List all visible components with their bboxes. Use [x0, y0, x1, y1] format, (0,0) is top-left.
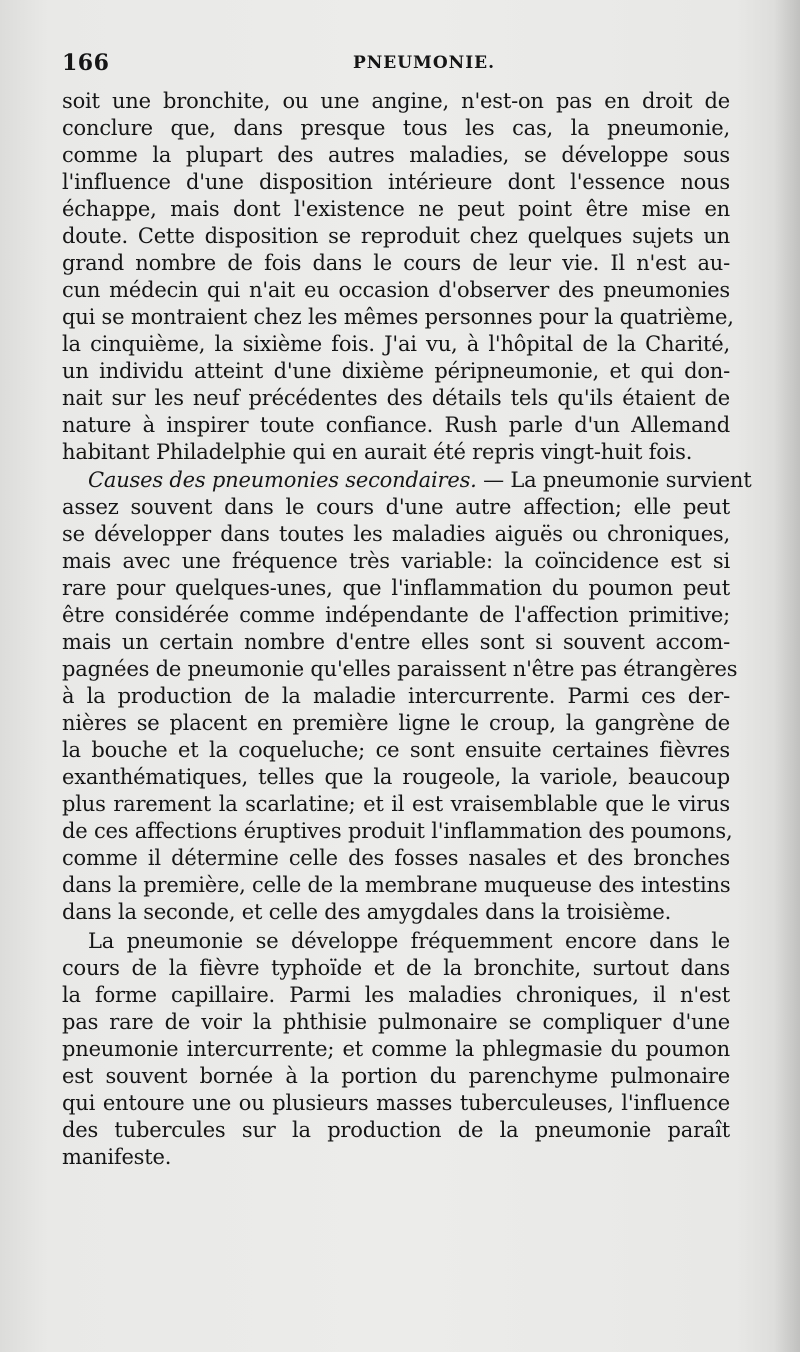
text-line: la cinquième, la sixième fois. J'ai vu, à l'hôpital de la Charité,	[62, 332, 730, 356]
text-line: rare pour quelques-unes, que l'inflammation du poumon peut	[62, 576, 730, 600]
text-line: la bouche et la coqueluche; ce sont ensuite certaines fièvres	[62, 738, 730, 762]
body-text	[62, 86, 752, 1171]
text-line: habitant Philadelphie qui en aurait été repris vingt-huit fois.	[62, 440, 693, 464]
text-line: grand nombre de fois dans le cours de leur vie. Il n'est au-	[62, 251, 730, 275]
text-line: doute. Cette disposition se reproduit chez quelques sujets un	[62, 224, 730, 248]
text-line: dans la seconde, et celle des amygdales dans la troisième.	[62, 900, 672, 924]
text-line: se développer dans toutes les maladies aiguës ou chroniques,	[62, 522, 730, 546]
text-line: mais un certain nombre d'entre elles sont si souvent accom-	[62, 630, 730, 654]
page-header	[62, 50, 730, 80]
text-line: pagnées de pneumonie qu'elles paraissent n'être pas étrangères	[62, 657, 738, 681]
paragraph-opening-line	[62, 467, 752, 494]
text-line: de ces affections éruptives produit l'inflammation des poumons,	[62, 819, 733, 843]
text-fragment: — La pneumonie survient	[476, 468, 752, 492]
page-number: 166	[62, 50, 110, 76]
text-line: plus rarement la scarlatine; et il est vraisemblable que le virus	[62, 792, 730, 816]
text-line: comme la plupart des autres maladies, se développe sous	[62, 143, 730, 167]
text-line: qui se montraient chez les mêmes personnes pour la quatrième,	[62, 305, 734, 329]
text-line: échappe, mais dont l'existence ne peut point être mise en	[62, 197, 730, 221]
text-line: conclure que, dans presque tous les cas, la pneumonie,	[62, 116, 730, 140]
text-line: nait sur les neuf précédentes des détails tels qu'ils étaient de	[62, 386, 730, 410]
text-line: manifeste.	[62, 1145, 172, 1169]
text-line: dans la première, celle de la membrane muqueuse des intestins	[62, 873, 731, 897]
text-line: est souvent bornée à la portion du parenchyme pulmonaire	[62, 1064, 730, 1088]
text-line: un individu atteint d'une dixième péripneumonie, et qui don-	[62, 359, 730, 383]
text-line: mais avec une fréquence très variable: la coïncidence est si	[62, 549, 730, 573]
text-line: comme il détermine celle des fosses nasales et des bronches	[62, 846, 730, 870]
text-line: La pneumonie se développe fréquemment encore dans le	[88, 929, 730, 953]
section-heading: Causes des pneumonies secondaires.	[88, 468, 477, 492]
text-line: exanthématiques, telles que la rougeole, la variole, beaucoup	[62, 765, 730, 789]
text-line: nières se placent en première ligne le croup, la gangrène de	[62, 711, 730, 735]
text-line: l'influence d'une disposition intérieure dont l'essence nous	[62, 170, 730, 194]
text-line: qui entoure une ou plusieurs masses tuberculeuses, l'influence	[62, 1091, 730, 1115]
running-head: PNEUMONIE.	[352, 53, 496, 73]
text-line: à la production de la maladie intercurrente. Parmi ces der-	[62, 684, 730, 708]
text-line: la forme capillaire. Parmi les maladies chroniques, il n'est	[62, 983, 730, 1007]
text-line: soit une bronchite, ou une angine, n'est-on pas en droit de	[62, 89, 730, 113]
page-edge-shadow	[774, 0, 800, 1352]
text-line: nature à inspirer toute confiance. Rush parle d'un Allemand	[62, 413, 730, 437]
text-line: pneumonie intercurrente; et comme la phlegmasie du poumon	[62, 1037, 730, 1061]
text-line: pas rare de voir la phthisie pulmonaire se compliquer d'une	[62, 1010, 730, 1034]
text-line: des tubercules sur la production de la pneumonie paraît	[62, 1118, 730, 1142]
text-line: être considérée comme indépendante de l'affection primitive;	[62, 603, 730, 627]
text-line: assez souvent dans le cours d'une autre affection; elle peut	[62, 495, 730, 519]
text-line: cours de la fièvre typhoïde et de la bronchite, surtout dans	[62, 956, 730, 980]
text-line: cun médecin qui n'ait eu occasion d'observer des pneumonies	[62, 278, 730, 302]
